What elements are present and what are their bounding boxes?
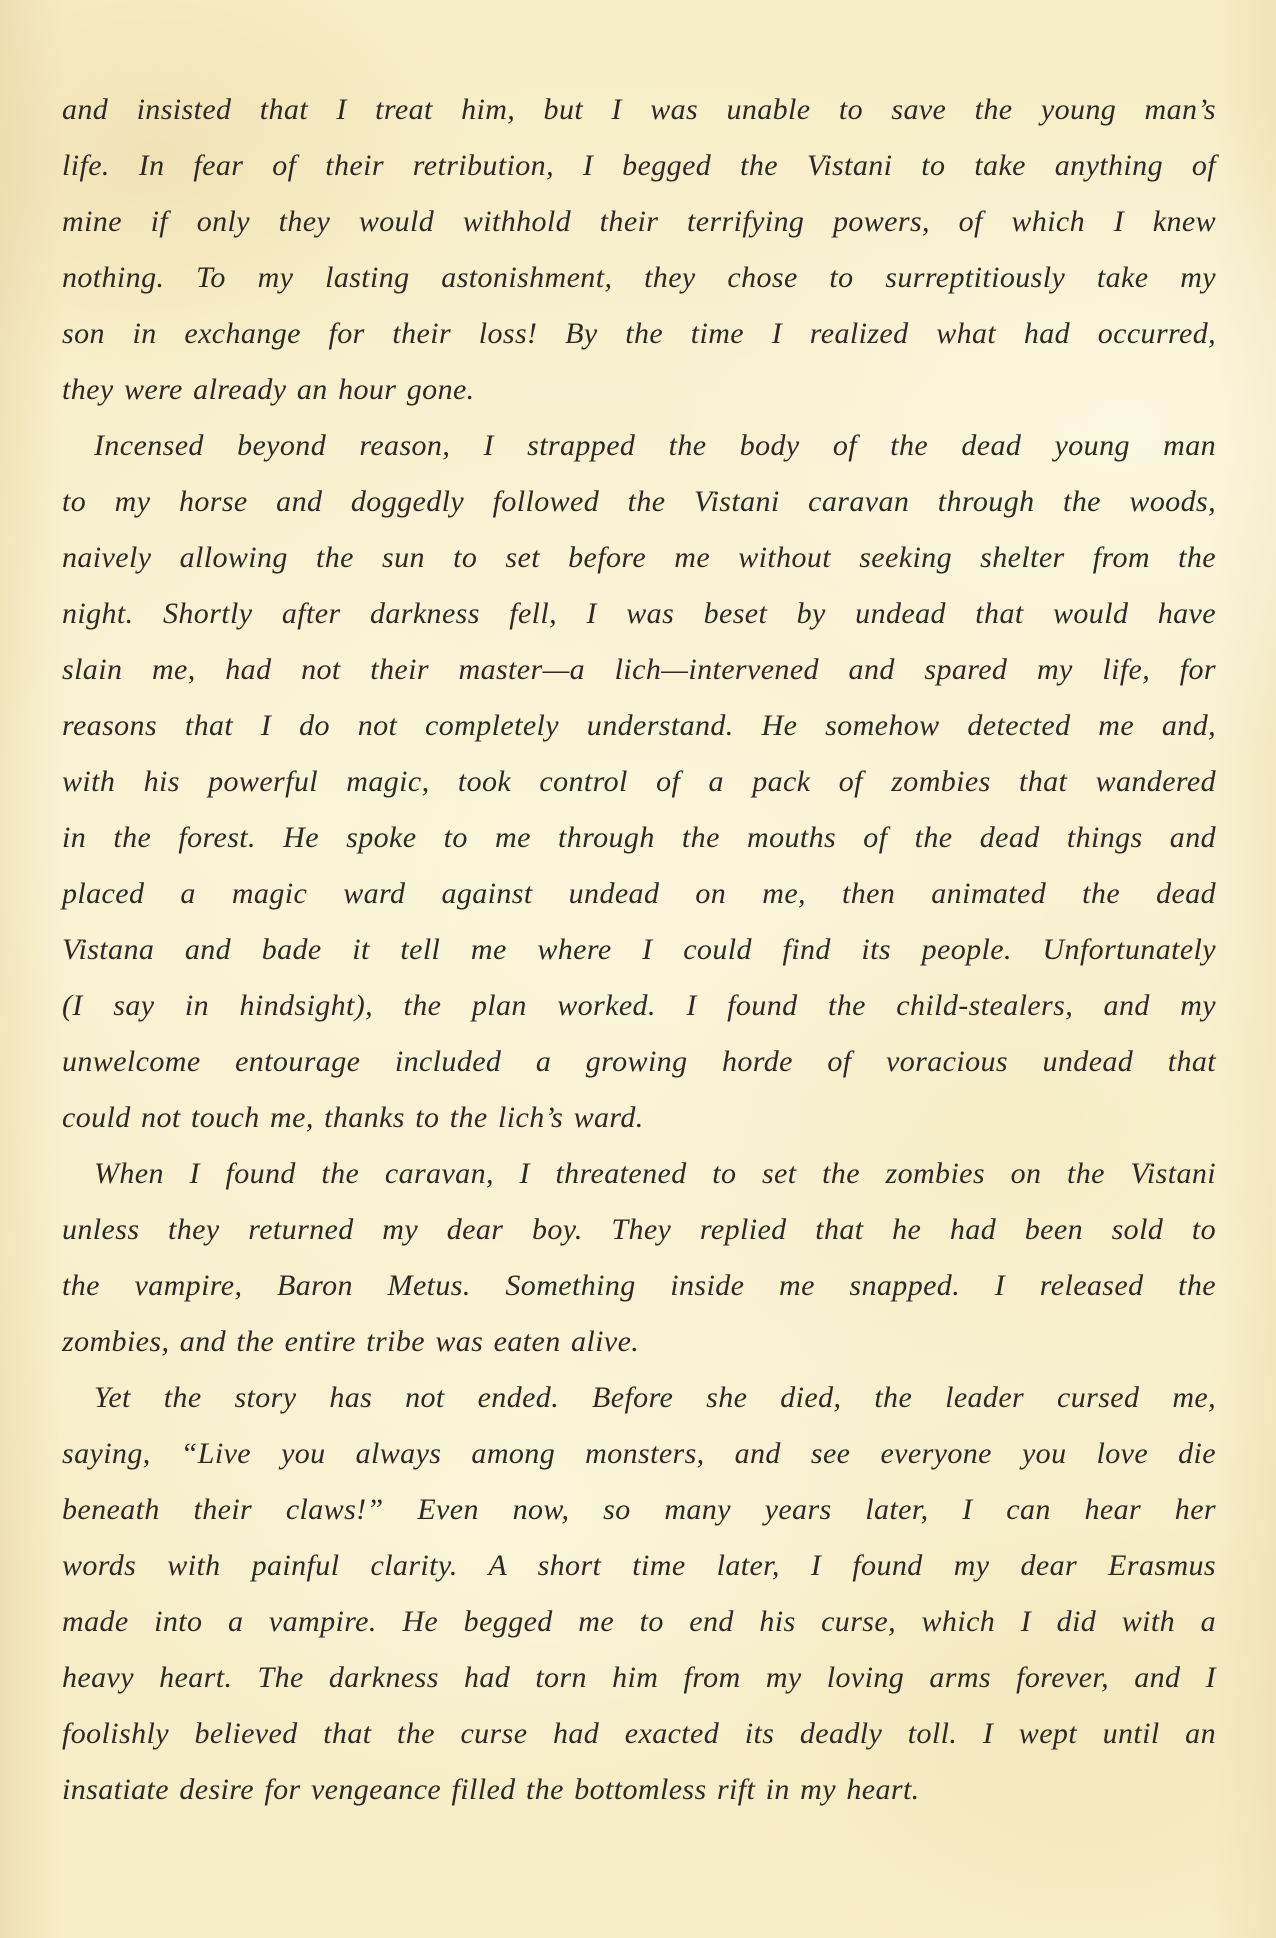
journal-line: the vampire, Baron Metus. Something inside me snapped. I released the <box>62 1269 1216 1302</box>
journal-line: placed a magic ward against undead on me, then animated the dead <box>62 877 1216 910</box>
journal-line: unwelcome entourage included a growing horde of voracious undead that <box>62 1045 1216 1078</box>
journal-line: could not touch me, thanks to the lich’s ward. <box>62 1101 644 1134</box>
journal-line: (I say in hindsight), the plan worked. I found the child-stealers, and my <box>62 989 1216 1022</box>
journal-line: nothing. To my lasting astonishment, they chose to surreptitiously take my <box>62 261 1216 294</box>
journal-line: made into a vampire. He begged me to end his curse, which I did with a <box>62 1605 1216 1638</box>
journal-line: they were already an hour gone. <box>62 373 475 406</box>
journal-line: Yet the story has not ended. Before she died, the leader cursed me, <box>94 1381 1216 1414</box>
journal-line: saying, “Live you always among monsters, and see everyone you love die <box>62 1437 1216 1470</box>
journal-line: words with painful clarity. A short time later, I found my dear Erasmus <box>62 1549 1216 1582</box>
journal-line: When I found the caravan, I threatened to set the zombies on the Vistani <box>94 1157 1216 1190</box>
journal-line: beneath their claws!” Even now, so many years later, I can hear her <box>62 1493 1216 1526</box>
journal-line: insatiate desire for vengeance filled the bottomless rift in my heart. <box>62 1773 920 1806</box>
journal-line: son in exchange for their loss! By the time I realized what had occurred, <box>62 317 1216 350</box>
journal-line: foolishly believed that the curse had exacted its deadly toll. I wept until an <box>62 1717 1216 1750</box>
journal-line: to my horse and doggedly followed the Vistani caravan through the woods, <box>62 485 1216 518</box>
journal-line: slain me, had not their master—a lich—intervened and spared my life, for <box>62 653 1216 686</box>
journal-text <box>62 82 1216 1818</box>
journal-line: and insisted that I treat him, but I was unable to save the young man’s <box>62 93 1216 126</box>
journal-line: Vistana and bade it tell me where I could find its people. Unfortunately <box>62 933 1216 966</box>
journal-line: night. Shortly after darkness fell, I was beset by undead that would have <box>62 597 1216 630</box>
journal-line: in the forest. He spoke to me through the mouths of the dead things and <box>62 821 1216 854</box>
journal-line: zombies, and the entire tribe was eaten alive. <box>62 1325 640 1358</box>
journal-line: life. In fear of their retribution, I begged the Vistani to take anything of <box>62 149 1216 182</box>
journal-line: unless they returned my dear boy. They replied that he had been sold to <box>62 1213 1216 1246</box>
journal-line: naively allowing the sun to set before me without seeking shelter from the <box>62 541 1216 574</box>
journal-line: Incensed beyond reason, I strapped the body of the dead young man <box>94 429 1216 462</box>
journal-line: reasons that I do not completely understand. He somehow detected me and, <box>62 709 1216 742</box>
journal-line: heavy heart. The darkness had torn him from my loving arms forever, and I <box>62 1661 1216 1694</box>
journal-line: mine if only they would withhold their terrifying powers, of which I knew <box>62 205 1216 238</box>
journal-line: with his powerful magic, took control of a pack of zombies that wandered <box>62 765 1216 798</box>
